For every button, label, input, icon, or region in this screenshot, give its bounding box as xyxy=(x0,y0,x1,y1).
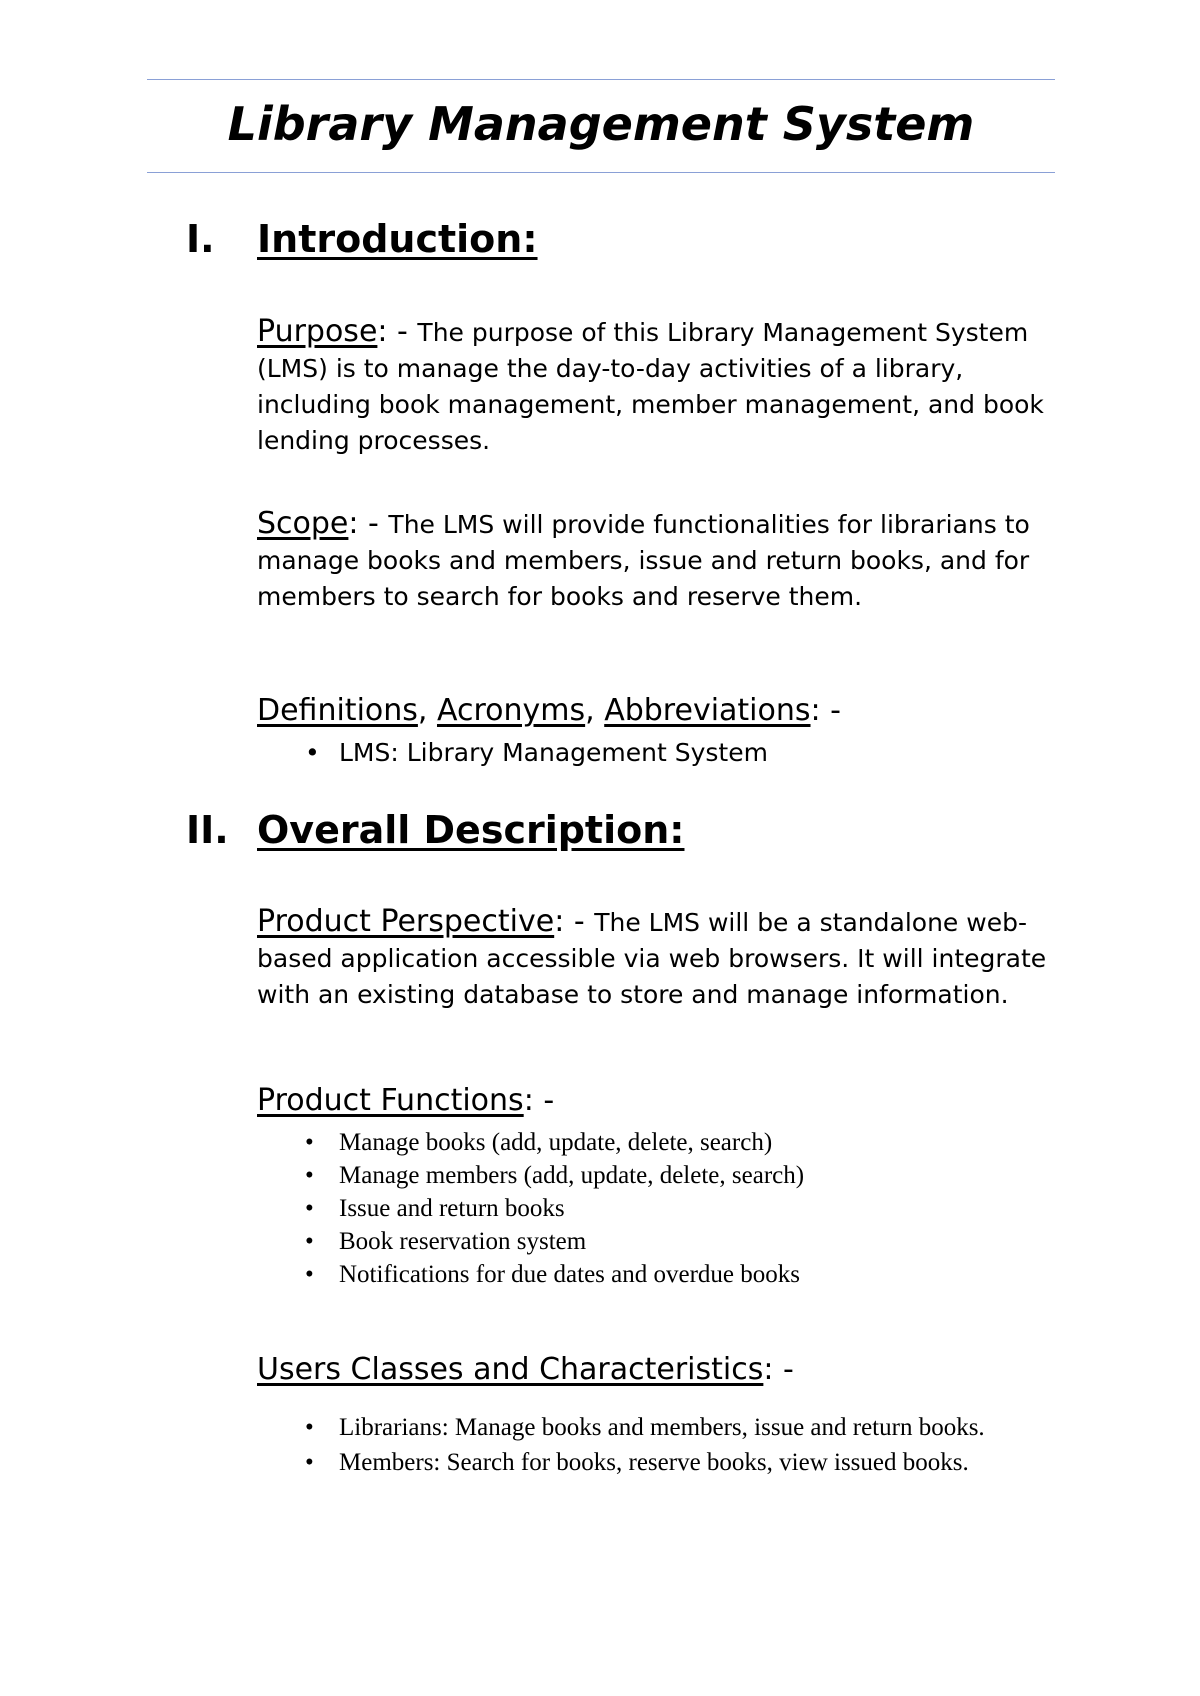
product-perspective-text: The LMS will be a standalone web-based application accessible via web browsers. It will integrate with an existing database to store and manage information. xyxy=(257,908,1047,1009)
bullet-icon: • xyxy=(305,1228,314,1255)
user-class-item-text: Members: Search for books, reserve books, view issued books. xyxy=(339,1449,969,1476)
purpose-paragraph xyxy=(257,314,1077,459)
product-perspective-paragraph xyxy=(257,904,1077,1013)
list-item xyxy=(257,1159,1067,1192)
scope-separator: : - xyxy=(348,506,389,541)
section-number: I. xyxy=(186,217,215,261)
scope-text: The LMS will provide functionalities for librarians to manage books and members, issue and return books, and for members to search for books and reserve them. xyxy=(257,510,1030,611)
user-class-item-text: Librarians: Manage books and members, issue and return books. xyxy=(339,1414,985,1441)
list-item xyxy=(257,1192,1067,1225)
list-item xyxy=(257,1445,1067,1480)
definitions-list xyxy=(257,735,768,771)
document-title: Library Management System xyxy=(227,97,975,151)
function-item-text: Book reservation system xyxy=(339,1228,587,1255)
definitions-separator: : - xyxy=(810,693,841,728)
list-item xyxy=(257,1410,1067,1445)
bullet-icon: • xyxy=(305,1195,314,1222)
definitions-label: Definitions xyxy=(257,693,418,728)
product-functions-label: Product Functions xyxy=(257,1083,524,1118)
list-item xyxy=(257,1126,1067,1159)
bullet-icon: • xyxy=(305,1261,314,1288)
bullet-icon: • xyxy=(305,1414,314,1441)
product-functions-separator: : - xyxy=(523,1083,555,1118)
users-classes-heading xyxy=(257,1352,1077,1389)
definitions-heading xyxy=(257,693,1077,730)
product-perspective-separator: : - xyxy=(554,904,595,939)
list-item xyxy=(257,1225,1067,1258)
function-item-text: Notifications for due dates and overdue books xyxy=(339,1261,800,1288)
acronyms-label: Acronyms xyxy=(436,693,586,728)
section-number: II. xyxy=(186,808,229,852)
purpose-text: The purpose of this Library Management System (LMS) is to manage the day-to-day activities of a library, including book management, member management, and book lending processes. xyxy=(257,318,1044,455)
function-item-text: Manage books (add, update, delete, search) xyxy=(339,1129,773,1156)
list-item xyxy=(257,1258,1067,1291)
product-perspective-label: Product Perspective xyxy=(257,904,555,939)
list-item xyxy=(257,735,768,771)
product-functions-heading xyxy=(257,1083,1077,1120)
bullet-icon: • xyxy=(305,1162,314,1189)
function-item-text: Manage members (add, update, delete, search) xyxy=(339,1162,805,1189)
definition-item-text: LMS: Library Management System xyxy=(339,738,768,767)
product-functions-list xyxy=(257,1126,1067,1291)
users-classes-separator: : - xyxy=(763,1352,794,1387)
definitions-comma-2: , xyxy=(585,693,605,728)
scope-paragraph xyxy=(257,506,1077,615)
users-classes-list xyxy=(257,1410,1067,1480)
bullet-icon: • xyxy=(305,1449,314,1476)
title-bottom-rule xyxy=(147,172,1055,173)
abbreviations-label: Abbreviations xyxy=(604,693,811,728)
purpose-label: Purpose xyxy=(257,314,378,349)
section-title: Overall Description: xyxy=(257,808,685,852)
purpose-separator: : - xyxy=(377,314,418,349)
users-classes-label: Users Classes and Characteristics xyxy=(257,1352,764,1387)
function-item-text: Issue and return books xyxy=(339,1195,565,1222)
bullet-icon: • xyxy=(305,738,320,767)
definitions-comma-1: , xyxy=(417,693,437,728)
bullet-icon: • xyxy=(305,1129,314,1156)
scope-label: Scope xyxy=(257,506,349,541)
section-title: Introduction: xyxy=(257,217,538,261)
title-top-rule xyxy=(147,79,1055,80)
